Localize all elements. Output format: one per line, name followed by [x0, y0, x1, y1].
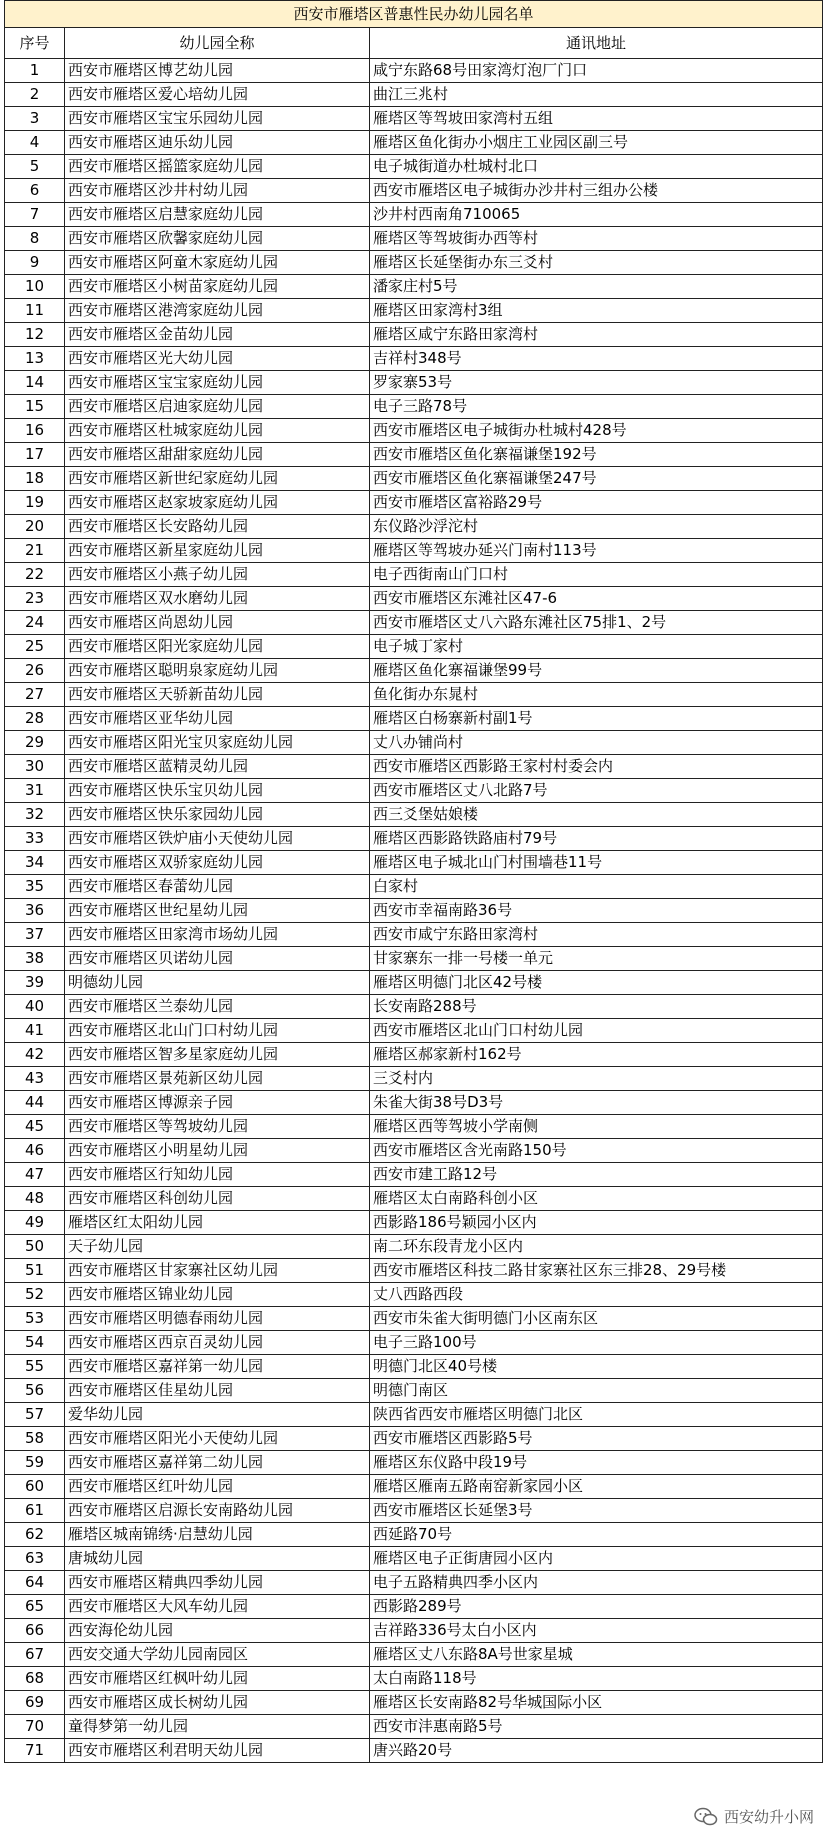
kindergarten-name: 西安市雁塔区港湾家庭幼儿园: [65, 299, 370, 323]
table-row: [5, 971, 823, 995]
kindergarten-address: 雁塔区明德门北区42号楼: [370, 971, 823, 995]
table-row: [5, 1355, 823, 1379]
table-row: [5, 1379, 823, 1403]
table-row: [5, 1283, 823, 1307]
kindergarten-name: 西安市雁塔区新星家庭幼儿园: [65, 539, 370, 563]
row-index: 39: [5, 971, 65, 995]
kindergarten-name: 唐城幼儿园: [65, 1547, 370, 1571]
row-index: 2: [5, 83, 65, 107]
kindergarten-address: 西安市雁塔区鱼化寨福谦堡192号: [370, 443, 823, 467]
kindergarten-name: 西安市雁塔区赵家坡家庭幼儿园: [65, 491, 370, 515]
row-index: 19: [5, 491, 65, 515]
row-index: 12: [5, 323, 65, 347]
kindergarten-name: 爱华幼儿园: [65, 1403, 370, 1427]
table-row: [5, 419, 823, 443]
table-row: [5, 1187, 823, 1211]
row-index: 9: [5, 251, 65, 275]
kindergarten-address: 丈八办铺尚村: [370, 731, 823, 755]
table-row: [5, 1739, 823, 1763]
table-row: [5, 155, 823, 179]
row-index: 8: [5, 227, 65, 251]
kindergarten-name: 西安市雁塔区红枫叶幼儿园: [65, 1667, 370, 1691]
row-index: 69: [5, 1691, 65, 1715]
table-row: [5, 107, 823, 131]
row-index: 1: [5, 59, 65, 83]
row-index: 44: [5, 1091, 65, 1115]
table-row: [5, 683, 823, 707]
kindergarten-name: 西安市雁塔区春蕾幼儿园: [65, 875, 370, 899]
kindergarten-name: 童得梦第一幼儿园: [65, 1715, 370, 1739]
kindergarten-address: 西安市雁塔区含光南路150号: [370, 1139, 823, 1163]
row-index: 15: [5, 395, 65, 419]
row-index: 51: [5, 1259, 65, 1283]
kindergarten-address: 西安市雁塔区长延堡3号: [370, 1499, 823, 1523]
kindergarten-address: 鱼化街办东晁村: [370, 683, 823, 707]
table-row: [5, 851, 823, 875]
kindergarten-address: 三爻村内: [370, 1067, 823, 1091]
kindergarten-address: 南二环东段青龙小区内: [370, 1235, 823, 1259]
kindergarten-address: 朱雀大街38号D3号: [370, 1091, 823, 1115]
kindergarten-name: 西安市雁塔区铁炉庙小天使幼儿园: [65, 827, 370, 851]
kindergarten-address: 雁塔区长延堡街办东三爻村: [370, 251, 823, 275]
kindergarten-address: 沙井村西南角710065: [370, 203, 823, 227]
kindergarten-name: 西安市雁塔区成长树幼儿园: [65, 1691, 370, 1715]
row-index: 66: [5, 1619, 65, 1643]
kindergarten-name: 西安市雁塔区启源长安南路幼儿园: [65, 1499, 370, 1523]
row-index: 29: [5, 731, 65, 755]
kindergarten-name: 西安市雁塔区博源亲子园: [65, 1091, 370, 1115]
row-index: 26: [5, 659, 65, 683]
kindergarten-name: 西安市雁塔区启慧家庭幼儿园: [65, 203, 370, 227]
row-index: 58: [5, 1427, 65, 1451]
row-index: 71: [5, 1739, 65, 1763]
table-row: [5, 443, 823, 467]
kindergarten-address: 西安市雁塔区西影路王家村村委会内: [370, 755, 823, 779]
table-row: [5, 1619, 823, 1643]
title-row: [5, 1, 823, 28]
row-index: 3: [5, 107, 65, 131]
row-index: 62: [5, 1523, 65, 1547]
table-row: [5, 251, 823, 275]
row-index: 24: [5, 611, 65, 635]
kindergarten-address: 咸宁东路68号田家湾灯泡厂门口: [370, 59, 823, 83]
kindergarten-address: 雁塔区太白南路科创小区: [370, 1187, 823, 1211]
kindergarten-name: 西安市雁塔区小燕子幼儿园: [65, 563, 370, 587]
kindergarten-address: 雁塔区西等驾坡小学南侧: [370, 1115, 823, 1139]
table-row: [5, 371, 823, 395]
kindergarten-address: 西安市雁塔区北山门口村幼儿园: [370, 1019, 823, 1043]
table-row: [5, 1139, 823, 1163]
kindergarten-address: 雁塔区等驾坡街办西等村: [370, 227, 823, 251]
kindergarten-address: 电子城街道办杜城村北口: [370, 155, 823, 179]
kindergarten-address: 西安市雁塔区电子城街办杜城村428号: [370, 419, 823, 443]
table-row: [5, 1499, 823, 1523]
kindergarten-address: 长安南路288号: [370, 995, 823, 1019]
kindergarten-name: 西安市雁塔区嘉祥第一幼儿园: [65, 1355, 370, 1379]
kindergarten-address: 西延路70号: [370, 1523, 823, 1547]
table-row: [5, 1715, 823, 1739]
table-row: [5, 611, 823, 635]
kindergarten-name: 西安市雁塔区小明星幼儿园: [65, 1139, 370, 1163]
kindergarten-address: 西安市雁塔区丈八六路东滩社区75排1、2号: [370, 611, 823, 635]
table-row: [5, 1547, 823, 1571]
row-index: 17: [5, 443, 65, 467]
kindergarten-address: 西安市雁塔区富裕路29号: [370, 491, 823, 515]
kindergarten-address: 电子城丁家村: [370, 635, 823, 659]
table-row: [5, 1163, 823, 1187]
row-index: 59: [5, 1451, 65, 1475]
header-index: 序号: [5, 28, 65, 59]
kindergarten-address: 丈八西路西段: [370, 1283, 823, 1307]
row-index: 53: [5, 1307, 65, 1331]
row-index: 47: [5, 1163, 65, 1187]
row-index: 20: [5, 515, 65, 539]
row-index: 10: [5, 275, 65, 299]
row-index: 42: [5, 1043, 65, 1067]
row-index: 18: [5, 467, 65, 491]
kindergarten-name: 西安市雁塔区摇篮家庭幼儿园: [65, 155, 370, 179]
kindergarten-name: 西安市雁塔区大风车幼儿园: [65, 1595, 370, 1619]
kindergarten-address: 西安市朱雀大街明德门小区南东区: [370, 1307, 823, 1331]
kindergarten-name: 西安市雁塔区利君明天幼儿园: [65, 1739, 370, 1763]
kindergarten-name: 西安市雁塔区智多星家庭幼儿园: [65, 1043, 370, 1067]
kindergarten-address: 西影路186号颖园小区内: [370, 1211, 823, 1235]
kindergarten-name: 西安市雁塔区景苑新区幼儿园: [65, 1067, 370, 1091]
table-row: [5, 1019, 823, 1043]
row-index: 4: [5, 131, 65, 155]
kindergarten-address: 西安市雁塔区东滩社区47-6: [370, 587, 823, 611]
row-index: 61: [5, 1499, 65, 1523]
kindergarten-address: 西安市咸宁东路田家湾村: [370, 923, 823, 947]
table-row: [5, 1643, 823, 1667]
kindergarten-name: 西安市雁塔区红叶幼儿园: [65, 1475, 370, 1499]
kindergarten-address: 西安市幸福南路36号: [370, 899, 823, 923]
kindergarten-name: 西安交通大学幼儿园南园区: [65, 1643, 370, 1667]
kindergarten-address: 甘家寨东一排一号楼一单元: [370, 947, 823, 971]
table-row: [5, 1331, 823, 1355]
row-index: 31: [5, 779, 65, 803]
table-row: [5, 659, 823, 683]
kindergarten-name: 西安市雁塔区光大幼儿园: [65, 347, 370, 371]
table-row: [5, 1475, 823, 1499]
kindergarten-name: 西安市雁塔区等驾坡幼儿园: [65, 1115, 370, 1139]
kindergarten-name: 西安市雁塔区北山门口村幼儿园: [65, 1019, 370, 1043]
row-index: 41: [5, 1019, 65, 1043]
kindergarten-name: 雁塔区城南锦绣·启慧幼儿园: [65, 1523, 370, 1547]
kindergarten-address: 西三爻堡姑娘楼: [370, 803, 823, 827]
kindergarten-address: 雁塔区白杨寨新村副1号: [370, 707, 823, 731]
kindergarten-address: 东仪路沙浮沱村: [370, 515, 823, 539]
kindergarten-name: 明德幼儿园: [65, 971, 370, 995]
table-row: [5, 995, 823, 1019]
kindergarten-address: 西安市雁塔区科技二路甘家寨社区东三排28、29号楼: [370, 1259, 823, 1283]
kindergarten-address: 白家村: [370, 875, 823, 899]
row-index: 63: [5, 1547, 65, 1571]
kindergarten-address: 雁塔区鱼化寨福谦堡99号: [370, 659, 823, 683]
row-index: 34: [5, 851, 65, 875]
row-index: 7: [5, 203, 65, 227]
table-row: [5, 179, 823, 203]
kindergarten-address: 雁塔区等驾坡田家湾村五组: [370, 107, 823, 131]
kindergarten-name: 西安市雁塔区宝宝乐园幼儿园: [65, 107, 370, 131]
table-row: [5, 395, 823, 419]
row-index: 50: [5, 1235, 65, 1259]
row-index: 46: [5, 1139, 65, 1163]
kindergarten-name: 西安市雁塔区兰泰幼儿园: [65, 995, 370, 1019]
table-row: [5, 875, 823, 899]
kindergarten-name: 西安市雁塔区世纪星幼儿园: [65, 899, 370, 923]
table-row: [5, 1211, 823, 1235]
watermark-text: 西安幼升小网: [723, 1808, 814, 1826]
row-index: 56: [5, 1379, 65, 1403]
kindergarten-name: 西安市雁塔区宝宝家庭幼儿园: [65, 371, 370, 395]
table-row: [5, 491, 823, 515]
wechat-icon: [694, 1807, 718, 1827]
table-row: [5, 59, 823, 83]
table-row: [5, 827, 823, 851]
kindergarten-address: 太白南路118号: [370, 1667, 823, 1691]
table-row: [5, 1571, 823, 1595]
kindergarten-address: 西影路289号: [370, 1595, 823, 1619]
row-index: 43: [5, 1067, 65, 1091]
row-index: 13: [5, 347, 65, 371]
kindergarten-address: 电子西街南山门口村: [370, 563, 823, 587]
kindergarten-name: 西安市雁塔区快乐宝贝幼儿园: [65, 779, 370, 803]
kindergarten-name: 西安市雁塔区明德春雨幼儿园: [65, 1307, 370, 1331]
kindergarten-name: 西安市雁塔区双水磨幼儿园: [65, 587, 370, 611]
row-index: 23: [5, 587, 65, 611]
watermark: [690, 1806, 818, 1827]
kindergarten-address: 雁塔区电子正街唐园小区内: [370, 1547, 823, 1571]
kindergarten-name: 西安市雁塔区欣馨家庭幼儿园: [65, 227, 370, 251]
kindergarten-name: 西安市雁塔区田家湾市场幼儿园: [65, 923, 370, 947]
table-row: [5, 635, 823, 659]
kindergarten-name: 西安市雁塔区贝诺幼儿园: [65, 947, 370, 971]
table-row: [5, 707, 823, 731]
table-row: [5, 299, 823, 323]
table-row: [5, 755, 823, 779]
table-row: [5, 83, 823, 107]
kindergarten-name: 西安市雁塔区启迪家庭幼儿园: [65, 395, 370, 419]
row-index: 38: [5, 947, 65, 971]
table-row: [5, 275, 823, 299]
kindergarten-name: 西安市雁塔区锦业幼儿园: [65, 1283, 370, 1307]
kindergarten-name: 西安市雁塔区沙井村幼儿园: [65, 179, 370, 203]
kindergarten-address: 电子三路100号: [370, 1331, 823, 1355]
row-index: 60: [5, 1475, 65, 1499]
table-row: [5, 899, 823, 923]
kindergarten-name: 西安市雁塔区佳星幼儿园: [65, 1379, 370, 1403]
table-row: [5, 1115, 823, 1139]
row-index: 37: [5, 923, 65, 947]
header-row: [5, 28, 823, 59]
row-index: 48: [5, 1187, 65, 1211]
kindergarten-name: 西安市雁塔区新世纪家庭幼儿园: [65, 467, 370, 491]
table-row: [5, 587, 823, 611]
kindergarten-address: 西安市雁塔区丈八北路7号: [370, 779, 823, 803]
kindergarten-name: 西安市雁塔区甜甜家庭幼儿园: [65, 443, 370, 467]
kindergarten-address: 西安市沣惠南路5号: [370, 1715, 823, 1739]
table-row: [5, 1427, 823, 1451]
kindergarten-name: 西安市雁塔区精典四季幼儿园: [65, 1571, 370, 1595]
row-index: 68: [5, 1667, 65, 1691]
table-row: [5, 539, 823, 563]
kindergarten-address: 西安市雁塔区鱼化寨福谦堡247号: [370, 467, 823, 491]
kindergarten-name: 西安市雁塔区西京百灵幼儿园: [65, 1331, 370, 1355]
row-index: 70: [5, 1715, 65, 1739]
kindergarten-name: 西安市雁塔区阳光家庭幼儿园: [65, 635, 370, 659]
kindergarten-name: 西安市雁塔区小树苗家庭幼儿园: [65, 275, 370, 299]
table-row: [5, 1259, 823, 1283]
kindergarten-name: 西安市雁塔区亚华幼儿园: [65, 707, 370, 731]
kindergarten-address: 西安市雁塔区西影路5号: [370, 1427, 823, 1451]
row-index: 25: [5, 635, 65, 659]
table-row: [5, 515, 823, 539]
kindergarten-name: 西安市雁塔区博艺幼儿园: [65, 59, 370, 83]
kindergarten-name: 西安市雁塔区尚恩幼儿园: [65, 611, 370, 635]
row-index: 40: [5, 995, 65, 1019]
kindergarten-address: 电子三路78号: [370, 395, 823, 419]
table-row: [5, 227, 823, 251]
table-row: [5, 779, 823, 803]
kindergarten-address: 吉祥村348号: [370, 347, 823, 371]
kindergarten-address: 罗家寨53号: [370, 371, 823, 395]
row-index: 21: [5, 539, 65, 563]
table-row: [5, 203, 823, 227]
table-row: [5, 1451, 823, 1475]
table-row: [5, 1067, 823, 1091]
row-index: 52: [5, 1283, 65, 1307]
table-row: [5, 803, 823, 827]
row-index: 33: [5, 827, 65, 851]
kindergarten-address: 陕西省西安市雁塔区明德门北区: [370, 1403, 823, 1427]
kindergarten-address: 吉祥路336号太白小区内: [370, 1619, 823, 1643]
row-index: 28: [5, 707, 65, 731]
table-row: [5, 1523, 823, 1547]
table-row: [5, 1091, 823, 1115]
kindergarten-table: [4, 0, 823, 1763]
row-index: 14: [5, 371, 65, 395]
table-row: [5, 1043, 823, 1067]
kindergarten-address: 雁塔区西影路铁路庙村79号: [370, 827, 823, 851]
kindergarten-name: 西安市雁塔区天骄新苗幼儿园: [65, 683, 370, 707]
row-index: 30: [5, 755, 65, 779]
kindergarten-address: 西安市建工路12号: [370, 1163, 823, 1187]
kindergarten-name: 西安市雁塔区嘉祥第二幼儿园: [65, 1451, 370, 1475]
kindergarten-name: 西安市雁塔区甘家寨社区幼儿园: [65, 1259, 370, 1283]
kindergarten-name: 西安市雁塔区阿童木家庭幼儿园: [65, 251, 370, 275]
kindergarten-name: 西安海伦幼儿园: [65, 1619, 370, 1643]
kindergarten-name: 天子幼儿园: [65, 1235, 370, 1259]
table-row: [5, 1235, 823, 1259]
kindergarten-address: 潘家庄村5号: [370, 275, 823, 299]
row-index: 54: [5, 1331, 65, 1355]
table-row: [5, 1667, 823, 1691]
row-index: 35: [5, 875, 65, 899]
kindergarten-address: 雁塔区等驾坡办延兴门南村113号: [370, 539, 823, 563]
table-row: [5, 563, 823, 587]
row-index: 65: [5, 1595, 65, 1619]
table-row: [5, 1595, 823, 1619]
table-row: [5, 947, 823, 971]
kindergarten-address: 雁塔区郝家新村162号: [370, 1043, 823, 1067]
kindergarten-name: 西安市雁塔区阳光宝贝家庭幼儿园: [65, 731, 370, 755]
kindergarten-address: 雁塔区丈八东路8A号世家星城: [370, 1643, 823, 1667]
kindergarten-name: 西安市雁塔区聪明泉家庭幼儿园: [65, 659, 370, 683]
table-row: [5, 1691, 823, 1715]
kindergarten-address: 雁塔区雁南五路南窑新家园小区: [370, 1475, 823, 1499]
kindergarten-name: 西安市雁塔区爱心培幼儿园: [65, 83, 370, 107]
table-row: [5, 347, 823, 371]
kindergarten-address: 雁塔区东仪路中段19号: [370, 1451, 823, 1475]
kindergarten-address: 曲江三兆村: [370, 83, 823, 107]
kindergarten-address: 电子五路精典四季小区内: [370, 1571, 823, 1595]
table-row: [5, 131, 823, 155]
kindergarten-name: 西安市雁塔区蓝精灵幼儿园: [65, 755, 370, 779]
table-row: [5, 1403, 823, 1427]
row-index: 67: [5, 1643, 65, 1667]
kindergarten-address: 雁塔区田家湾村3组: [370, 299, 823, 323]
row-index: 16: [5, 419, 65, 443]
kindergarten-name: 西安市雁塔区杜城家庭幼儿园: [65, 419, 370, 443]
row-index: 32: [5, 803, 65, 827]
kindergarten-name: 西安市雁塔区金苗幼儿园: [65, 323, 370, 347]
header-name: 幼儿园全称: [65, 28, 370, 59]
header-address: 通讯地址: [370, 28, 823, 59]
table-row: [5, 1307, 823, 1331]
kindergarten-name: 西安市雁塔区长安路幼儿园: [65, 515, 370, 539]
table-row: [5, 323, 823, 347]
kindergarten-address: 雁塔区长安南路82号华城国际小区: [370, 1691, 823, 1715]
kindergarten-name: 雁塔区红太阳幼儿园: [65, 1211, 370, 1235]
kindergarten-address: 雁塔区鱼化街办小烟庄工业园区副三号: [370, 131, 823, 155]
row-index: 5: [5, 155, 65, 179]
row-index: 36: [5, 899, 65, 923]
kindergarten-address: 唐兴路20号: [370, 1739, 823, 1763]
row-index: 27: [5, 683, 65, 707]
table-title: 西安市雁塔区普惠性民办幼儿园名单: [5, 1, 823, 28]
kindergarten-name: 西安市雁塔区迪乐幼儿园: [65, 131, 370, 155]
kindergarten-name: 西安市雁塔区阳光小天使幼儿园: [65, 1427, 370, 1451]
row-index: 57: [5, 1403, 65, 1427]
row-index: 45: [5, 1115, 65, 1139]
row-index: 49: [5, 1211, 65, 1235]
kindergarten-address: 明德门南区: [370, 1379, 823, 1403]
kindergarten-name: 西安市雁塔区科创幼儿园: [65, 1187, 370, 1211]
row-index: 22: [5, 563, 65, 587]
kindergarten-name: 西安市雁塔区行知幼儿园: [65, 1163, 370, 1187]
kindergarten-name: 西安市雁塔区双骄家庭幼儿园: [65, 851, 370, 875]
kindergarten-address: 雁塔区电子城北山门村围墙巷11号: [370, 851, 823, 875]
kindergarten-address: 西安市雁塔区电子城街办沙井村三组办公楼: [370, 179, 823, 203]
kindergarten-address: 雁塔区咸宁东路田家湾村: [370, 323, 823, 347]
table-row: [5, 731, 823, 755]
table-row: [5, 923, 823, 947]
row-index: 64: [5, 1571, 65, 1595]
row-index: 55: [5, 1355, 65, 1379]
row-index: 11: [5, 299, 65, 323]
kindergarten-address: 明德门北区40号楼: [370, 1355, 823, 1379]
table-row: [5, 467, 823, 491]
kindergarten-name: 西安市雁塔区快乐家园幼儿园: [65, 803, 370, 827]
row-index: 6: [5, 179, 65, 203]
